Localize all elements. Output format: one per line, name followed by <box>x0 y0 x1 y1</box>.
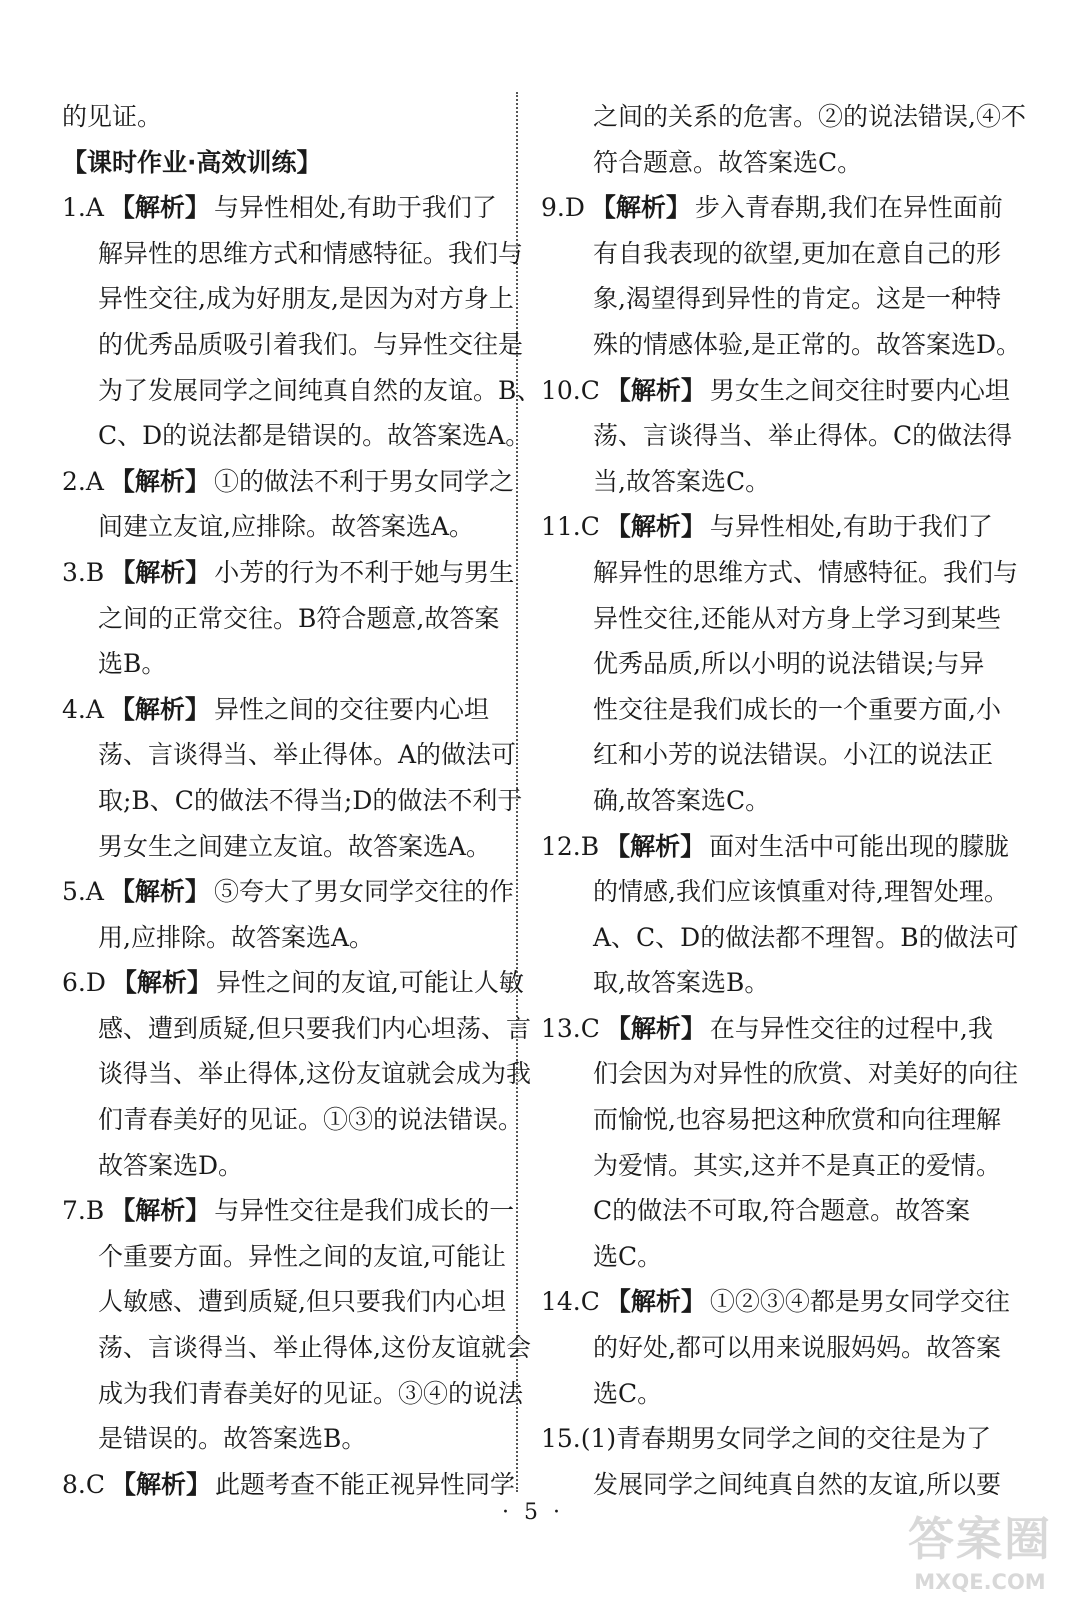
answer-text-line: C的做法不可取,符合题意。故答案 <box>593 1196 971 1226</box>
answer-first-line <box>62 687 500 733</box>
analysis-tag: 【解析】 <box>605 831 706 861</box>
answer-text-line: 异性交往,成为好朋友,是因为对方身上 <box>98 284 514 314</box>
answer-text-line: 的优秀品质吸引着我们。与异性交往是 <box>98 329 524 359</box>
answer-text-line: 之间的正常交往。B符合题意,故答案 <box>98 603 500 633</box>
answer-first-line <box>541 1416 992 1462</box>
answer-text-line: 发展同学之间纯真自然的友谊,所以要 <box>593 1469 1001 1499</box>
answer-text: 异性之间的友谊,可能让人敏 <box>215 968 524 998</box>
page-number: · 5 · <box>502 1500 564 1525</box>
answer-item <box>62 1188 531 1462</box>
answer-text: 步入青春期,我们在异性面前 <box>694 193 1003 223</box>
answer-text-line: 荡、言谈得当、举止得体,这份友谊就会 <box>98 1333 531 1363</box>
question-number: 13.C <box>541 1013 600 1043</box>
answer-text: 与异性相处,有助于我们了 <box>213 193 497 223</box>
continued-text: 符合题意。故答案选C。 <box>593 147 863 177</box>
answer-first-line <box>541 1006 993 1052</box>
answer-text-line: 解异性的思维方式和情感特征。我们与 <box>98 238 524 268</box>
answer-first-line <box>541 1279 1010 1325</box>
answer-text-line: 取;B、C的做法不得当;D的做法不利于 <box>98 785 523 815</box>
question-number: 4.A <box>62 694 104 724</box>
answer-first-line <box>541 368 1010 414</box>
question-number: 7.B <box>62 1196 105 1226</box>
answer-item <box>541 504 1019 823</box>
answer-text-line: 荡、言谈得当、举止得体。A的做法可 <box>98 740 517 770</box>
question-number: 10.C <box>541 375 600 405</box>
answer-item <box>541 185 1021 367</box>
question-number: 3.B <box>62 557 105 587</box>
answer-text-line: 故答案选D。 <box>98 1150 244 1180</box>
analysis-tag: 【解析】 <box>605 1287 706 1317</box>
answer-item <box>541 824 1019 1006</box>
answer-text: ⑤夸大了男女同学交往的作 <box>213 877 514 907</box>
answer-text: 与异性交往是我们成长的一 <box>214 1196 515 1226</box>
answer-text-line: 人敏感、遭到质疑,但只要我们内心坦 <box>98 1287 506 1317</box>
watermark-logo-text: 答案圈 <box>908 1512 1052 1566</box>
analysis-tag: 【解析】 <box>111 968 212 998</box>
analysis-tag: 【解析】 <box>109 466 210 496</box>
answer-text: 此题考查不能正视异性同学 <box>215 1469 516 1499</box>
question-number: 14.C <box>541 1287 600 1317</box>
answer-text-line: 荡、言谈得当、举止得体。C的做法得 <box>593 421 1013 451</box>
answer-text-line: 谈得当、举止得体,这份友谊就会成为我 <box>98 1059 531 1089</box>
answer-text-line: 选C。 <box>593 1241 663 1271</box>
continued-text: 之间的关系的危害。②的说法错误,④不 <box>593 102 1026 131</box>
answer-item <box>62 185 542 459</box>
answer-text-line: 是错误的。故答案选B。 <box>98 1424 367 1454</box>
answer-text-line: 而愉悦,也容易把这种欣赏和向往理解 <box>593 1105 1001 1135</box>
right-column <box>541 94 1026 1507</box>
answer-text-line: 的情感,我们应该慎重对待,理智处理。 <box>593 877 1009 907</box>
answer-text-line: 有自我表现的欲望,更加在意自己的形 <box>593 238 1001 268</box>
watermark-url: MXQE.COM <box>914 1570 1046 1594</box>
answer-text-line: 为了发展同学之间纯真自然的友谊。B、 <box>98 375 542 405</box>
answer-text: 异性之间的交往要内心坦 <box>213 694 489 724</box>
answer-text-line: 取,故答案选B。 <box>593 968 770 998</box>
answer-text-line: C、D的说法都是错误的。故答案选A。 <box>98 421 531 451</box>
answer-text: 与异性相处,有助于我们了 <box>709 512 993 542</box>
answer-text: 男女生之间交往时要内心坦 <box>709 375 1010 405</box>
question-number: 1.A <box>62 193 104 223</box>
answer-first-line <box>541 824 1010 870</box>
question-number: 15. <box>541 1424 581 1454</box>
answer-text: ①的做法不利于男女同学之 <box>213 466 514 496</box>
analysis-tag: 【解析】 <box>605 1013 706 1043</box>
answer-item <box>62 960 531 1188</box>
answer-item <box>541 1416 1001 1507</box>
answer-text-line: 性交往是我们成长的一个重要方面,小 <box>593 694 1001 724</box>
analysis-tag: 【解析】 <box>109 193 210 223</box>
section-heading: 【课时作业·高效训练】 <box>62 147 322 177</box>
answer-item <box>541 1279 1010 1416</box>
watermark-logo <box>900 1510 1060 1598</box>
answer-item <box>62 869 514 960</box>
answer-text-line: 异性交往,还能从对方身上学习到某些 <box>593 603 1001 633</box>
answer-text-line: 优秀品质,所以小明的说法错误;与异 <box>593 649 985 679</box>
answer-text-line: 用,应排除。故答案选A。 <box>98 922 375 952</box>
answer-first-line <box>541 185 1003 231</box>
answer-first-line <box>62 185 500 231</box>
answer-text: 在与异性交往的过程中,我 <box>709 1013 993 1043</box>
answer-item <box>62 550 515 687</box>
analysis-tag: 【解析】 <box>605 512 706 542</box>
answer-text-line: 红和小芳的说法错误。小江的说法正 <box>593 740 994 770</box>
answer-text-line: 殊的情感体验,是正常的。故答案选D。 <box>593 329 1021 359</box>
answer-item <box>62 687 523 869</box>
analysis-tag: 【解析】 <box>605 375 706 405</box>
analysis-tag: 【解析】 <box>109 877 210 907</box>
answer-text-line: 感、遭到质疑,但只要我们内心坦荡、言 <box>98 1013 531 1043</box>
answer-text-line: 男女生之间建立友谊。故答案选A。 <box>98 831 492 861</box>
analysis-tag: 【解析】 <box>590 193 691 223</box>
answer-item <box>541 1006 1019 1280</box>
answer-first-line <box>62 1188 515 1234</box>
answer-text-line: 们会因为对异性的欣赏、对美好的向往 <box>593 1059 1019 1089</box>
answer-text-line: 为爱情。其实,这并不是真正的爱情。 <box>593 1150 1001 1180</box>
answer-item <box>541 368 1013 505</box>
left-column <box>62 94 542 1507</box>
analysis-tag: 【解析】 <box>110 1469 211 1499</box>
analysis-tag: 【解析】 <box>110 1196 211 1226</box>
answer-text-line: 的好处,都可以用来说服妈妈。故答案 <box>593 1333 1001 1363</box>
answer-text-line: 解异性的思维方式、情感特征。我们与 <box>593 557 1019 587</box>
answer-text-line: A、C、D的做法都不理智。B的做法可 <box>593 922 1019 952</box>
question-number: 5.A <box>62 877 104 907</box>
answer-text: 小芳的行为不利于她与男生 <box>214 557 515 587</box>
answer-text: ①②③④都是男女同学交往 <box>709 1287 1010 1317</box>
answer-text-line: 确,故答案选C。 <box>593 785 771 815</box>
answer-text-line: 选B。 <box>98 649 167 679</box>
answer-first-line <box>541 504 993 550</box>
answer-first-line <box>62 459 514 505</box>
question-number: 6.D <box>62 968 106 998</box>
answer-text-line: 个重要方面。异性之间的友谊,可能让 <box>98 1241 506 1271</box>
answer-text: (1)青春期男女同学之间的交往是为了 <box>580 1424 992 1454</box>
question-number: 12.B <box>541 831 600 861</box>
answer-first-line <box>62 550 515 596</box>
answer-text-line: 象,渴望得到异性的肯定。这是一种特 <box>593 284 1001 314</box>
answer-text-line: 们青春美好的见证。①③的说法错误。 <box>98 1105 524 1135</box>
answer-text-line: 选C。 <box>593 1378 663 1408</box>
answer-text: 面对生活中可能出现的朦胧 <box>709 831 1010 861</box>
question-number: 2.A <box>62 466 104 496</box>
answer-text-line: 成为我们青春美好的见证。③④的说法 <box>98 1378 524 1408</box>
analysis-tag: 【解析】 <box>109 694 210 724</box>
answer-text-line: 当,故答案选C。 <box>593 466 771 496</box>
answer-item <box>62 459 514 550</box>
question-number: 9.D <box>541 193 585 223</box>
answer-first-line <box>62 960 524 1006</box>
continued-text: 的见证。 <box>62 102 163 131</box>
analysis-tag: 【解析】 <box>110 557 211 587</box>
answer-first-line <box>62 869 514 915</box>
question-number: 8.C <box>62 1469 105 1499</box>
question-number: 11.C <box>541 512 600 542</box>
answer-text-line: 间建立友谊,应排除。故答案选A。 <box>98 512 475 542</box>
